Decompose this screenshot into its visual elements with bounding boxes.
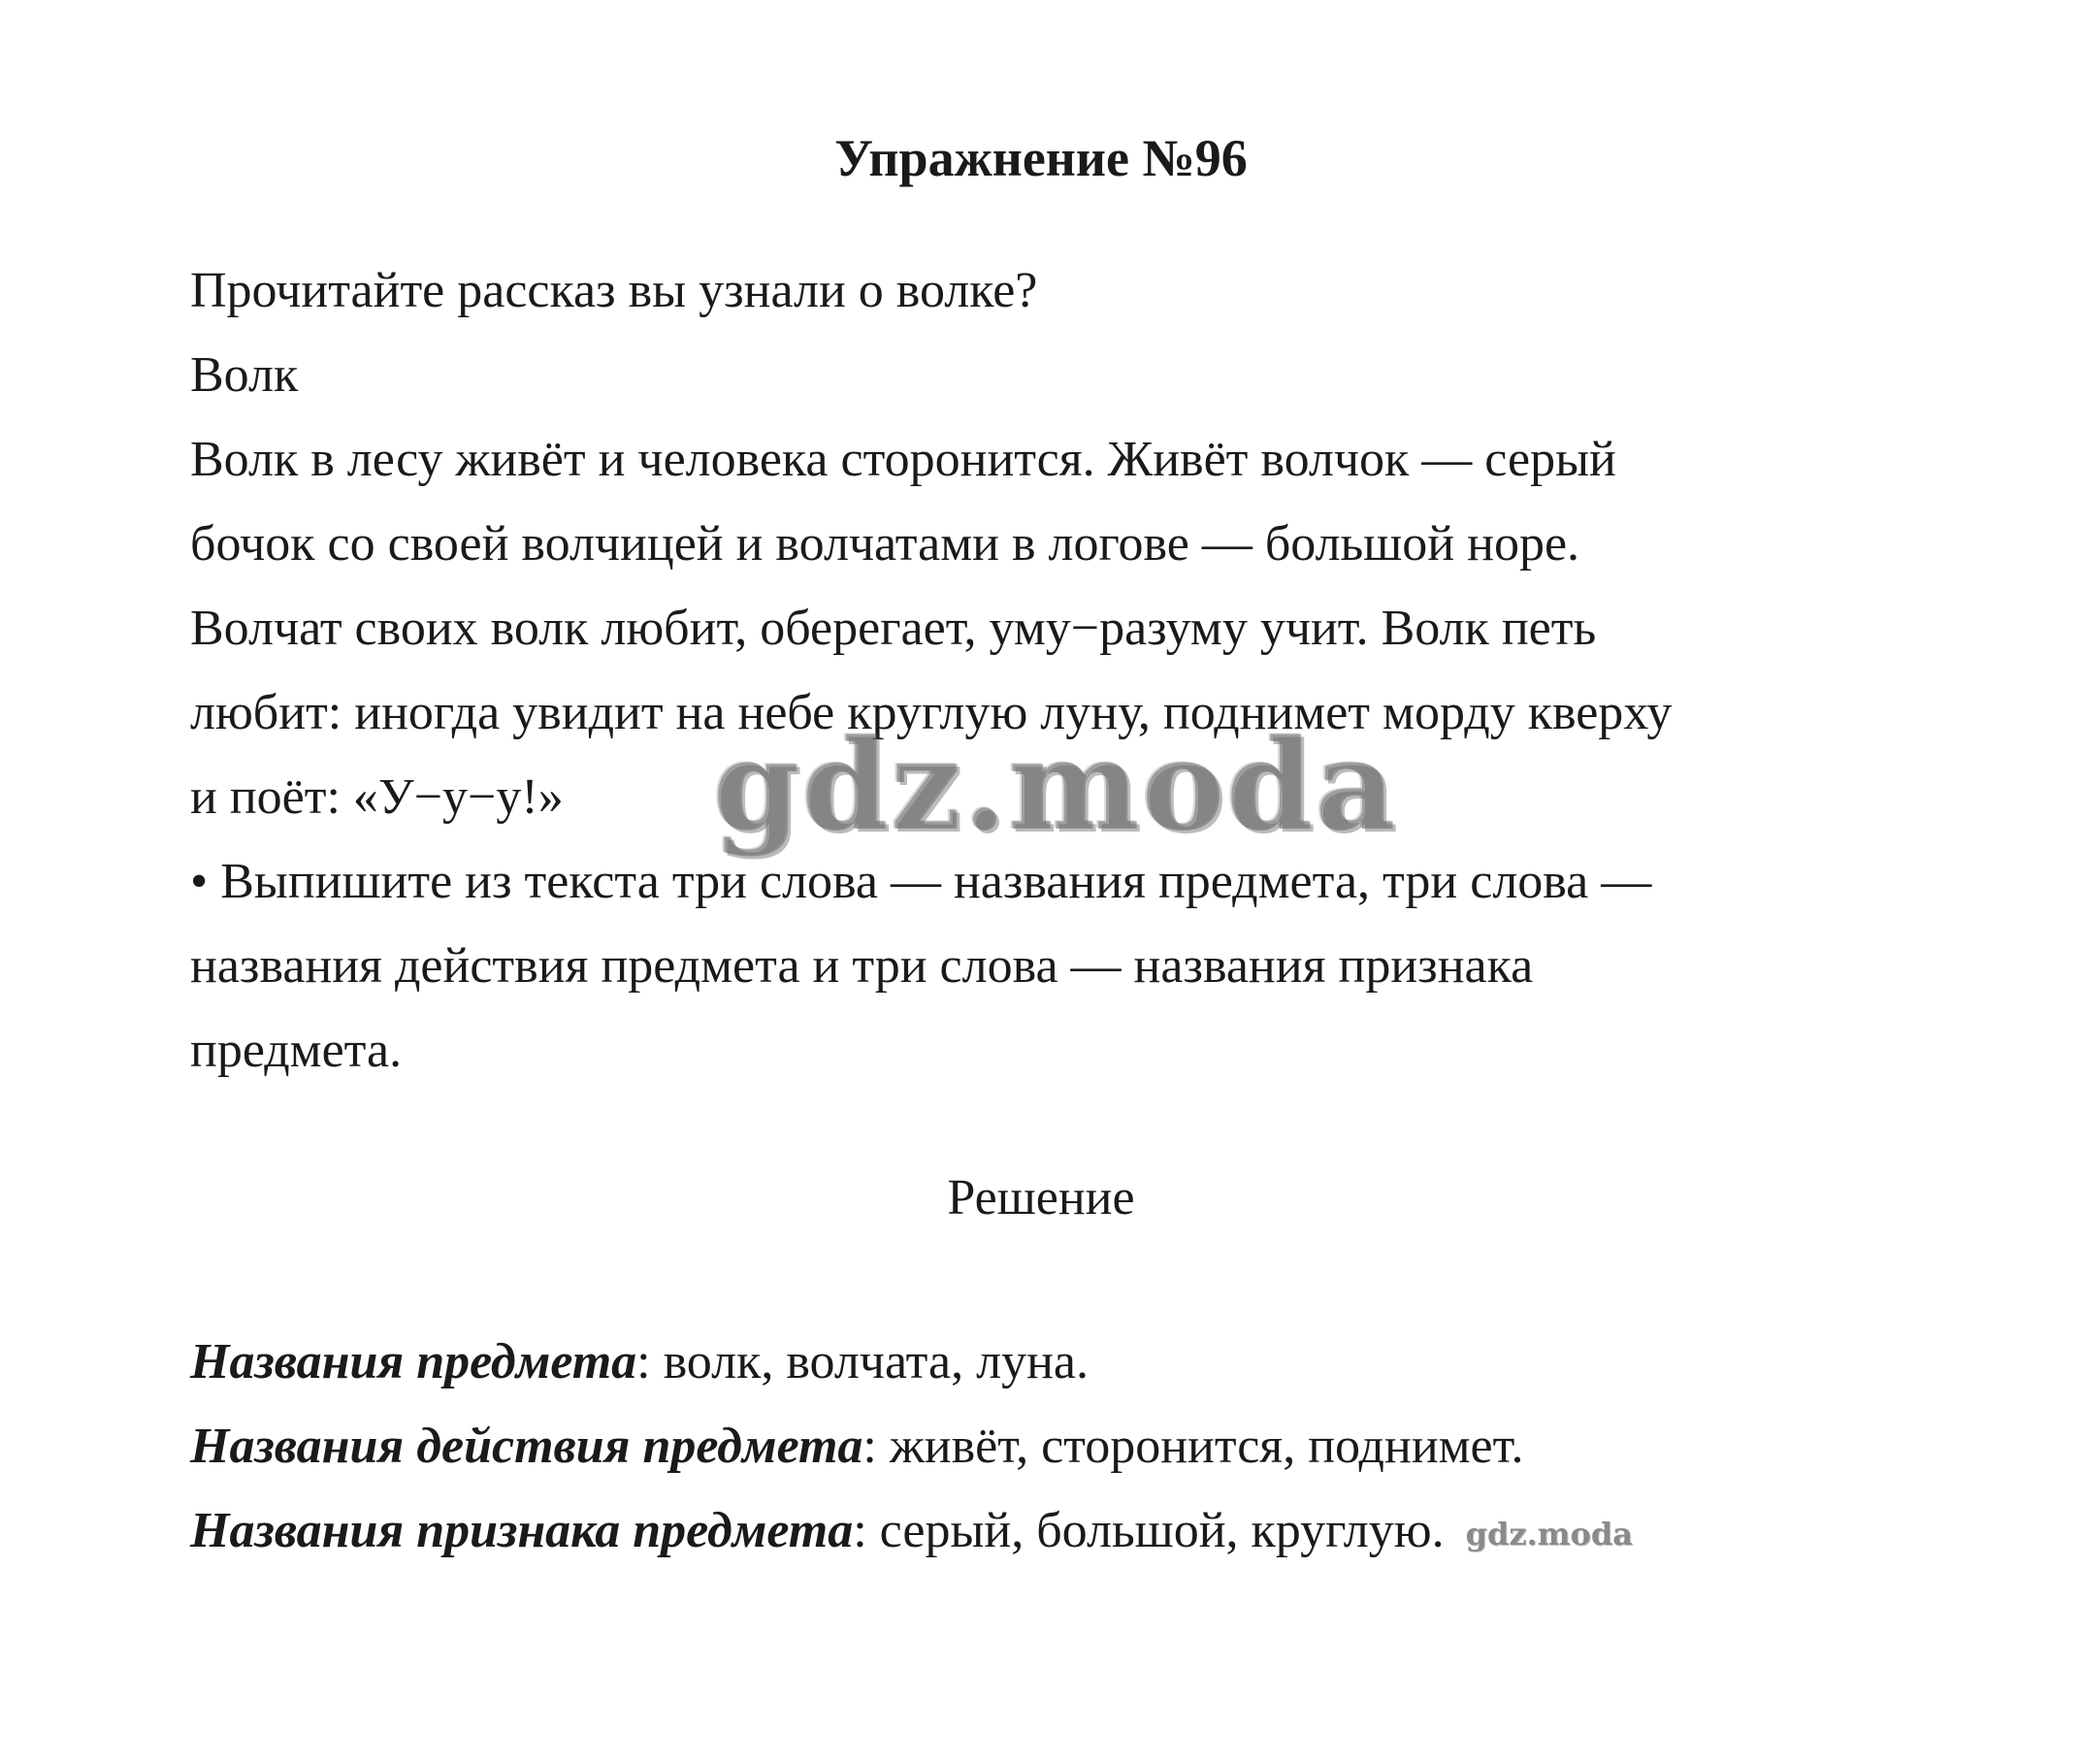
assignment-line: названия действия предмета и три слова — названия признака xyxy=(190,938,1534,994)
story-line: Волк в лесу живёт и человека сторонится. Живёт волчок — серый xyxy=(190,432,1616,487)
task-question: Прочитайте рассказ вы узнали о волке? xyxy=(190,263,1038,318)
solution-heading: Решение xyxy=(947,1170,1135,1225)
answer-label: Названия предмета xyxy=(190,1334,637,1389)
watermark-large: gdz.moda xyxy=(713,713,1398,859)
answer-line-actions xyxy=(190,1404,1633,1488)
answer-line-objects xyxy=(190,1320,1633,1404)
story-line: Волчат своих волк любит, оберегает, уму−разуму учит. Волк петь xyxy=(190,601,1597,656)
assignment-line: • Выпишите из текста три слова — названия предмета, три слова — xyxy=(190,854,1652,909)
story-line: любит: иногда увидит на небе круглую луну, поднимет морду кверху xyxy=(190,685,1673,740)
story-line: и поёт: «У−у−у!» xyxy=(190,769,564,825)
answer-label: Названия признака предмета xyxy=(190,1503,854,1558)
answer-value: : волк, волчата, луна. xyxy=(636,1334,1089,1389)
story-line: бочок со своей волчицей и волчатами в логове — большой норе. xyxy=(190,516,1580,572)
assignment-line: предмета. xyxy=(190,1023,403,1078)
answer-label: Названия действия предмета xyxy=(190,1419,863,1474)
story-title: Волк xyxy=(190,347,299,403)
answer-line-attributes xyxy=(190,1488,1633,1573)
watermark-small: gdz.moda xyxy=(1465,1516,1633,1552)
task-block xyxy=(190,248,1956,1093)
answer-value: : серый, большой, круглую. xyxy=(853,1503,1445,1558)
exercise-title: Упражнение №96 xyxy=(834,129,1248,187)
answer-value: : живёт, сторонится, поднимет. xyxy=(862,1419,1524,1474)
answers-block xyxy=(190,1320,1633,1573)
